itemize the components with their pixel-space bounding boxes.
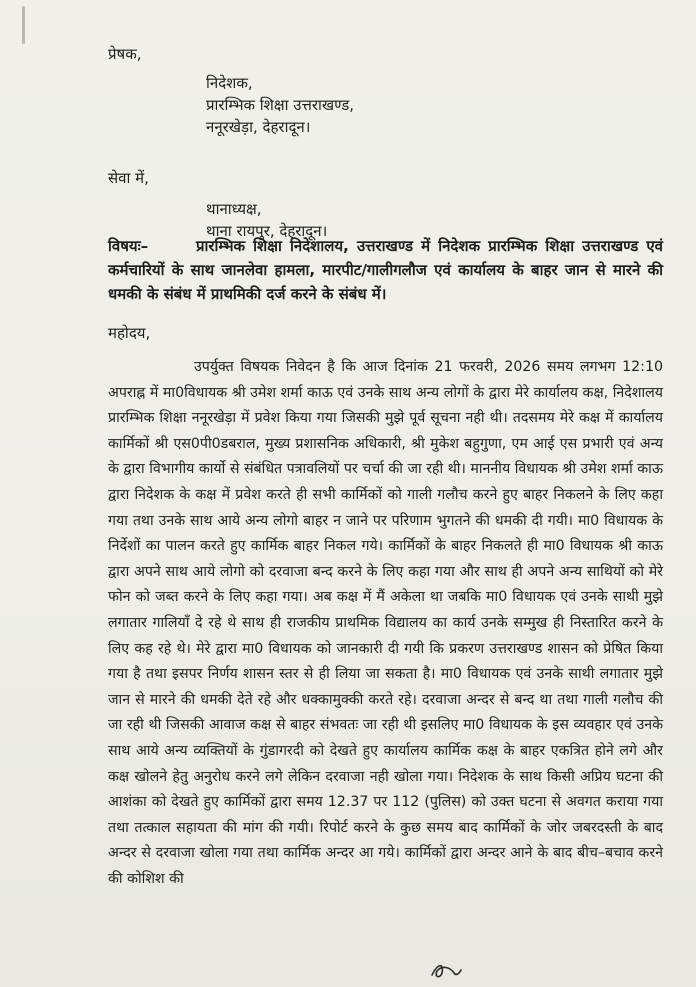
signature-mark (428, 955, 468, 983)
sender-line: ननूरखेड़ा, देहरादून। (206, 118, 311, 136)
subject-block (108, 234, 663, 306)
sender-label: प्रेषक, (108, 45, 142, 63)
sender-line: निदेशक, (206, 74, 253, 92)
punch-hole-mark (22, 6, 25, 44)
salutation: महोदय, (108, 324, 151, 342)
subject-label: विषयः– (108, 237, 149, 255)
recipient-line: थाना रायपुर, देहरादून। (206, 222, 328, 240)
sender-line: प्रारम्भिक शिक्षा उत्तराखण्ड, (206, 96, 355, 114)
recipient-line: थानाध्यक्ष, (206, 200, 262, 218)
letter-body: उपर्युक्त विषयक निवेदन है कि आज दिनांक 21 फरवरी, 2026 समय लगभग 12:10 अपराह्न में मा0विधायक श्री उमेश शर्मा काऊ एवं उनके साथ अन्य लोगों के द्वारा मेरे कार्यालय कक्ष, निदेशालय प्रारम्भिक शिक्षा ननूरखेड़ा में प्रवेश किया गया जिसकी मुझे पूर्व सूचना नही थी। तदसमय मेरे कक्ष में कार्यालय कार्मिकों श्री एस0पी0डबराल, मुख्य प्रशासनिक अधिकारी, श्री मुकेश बहुगुणा, एम आई एस प्रभारी एवं अन्य के द्वारा विभागीय कार्यो से संबंधित पत्रावलियों पर चर्चा की जा रही थी। माननीय विधायक श्री उमेश शर्मा काऊ द्वारा निदेशक के कक्ष में प्रवेश करते ही सभी कार्मिकों को गाली गलौच करने हुए बाहर निकलने के लिए कहा गया तथा उनके साथ आये अन्य लोगो बाहर न जाने पर परिणाम भुगतने की धमकी दी गयी। मा0 विधायक के निर्देशों का पालन करते हुए कार्मिक बाहर निकल गये। कार्मिकों के बाहर निकलते ही मा0 विधायक श्री काऊ द्वारा अपने साथ आये लोगो को दरवाजा बन्द करने के लिए कहा गया और साथ ही अपने अन्य साथियों को मेरे फोन को जब्त करने के लिए कहा गया। अब कक्ष में मैं अकेला था जबकि मा0 विधायक एवं उनके साथी मुझे लगातार गालियाँ दे रहे थे साथ ही राजकीय प्राथमिक विद्यालय का कार्य उनके सम्मुख ही निस्तारित करने के लिए कह रहे थे। मेरे द्वारा मा0 विधायक को जानकारी दी गयी कि प्रकरण उत्तराखण्ड शासन को प्रेषित किया गया है तथा इसपर निर्णय शासन स्तर से ही लिया जा सकता है। मा0 विधायक एवं उनके साथी लगातार मुझे जान से मारने की धमकी देते रहे और धक्कामुक्की करते रहे। दरवाजा अन्दर से बन्द था तथा गाली गलौच की जा रही थी जिसकी आवाज कक्ष से बाहर संभवतः जा रही थी इसलिए मा0 विधायक के इस व्यवहार एवं उनके साथ आये अन्य व्यक्तियों के गुंडागरदी को देखते हुए कार्यालय कार्मिक कक्ष के बाहर एकत्रित होने लगे और कक्ष खोलने हेतु अनुरोध करने लगे लेकिन दरवाजा नही खोला गया। निदेशक के साथ किसी अप्रिय घटना की आशंका को देखते हुए कार्मिकों द्वारा समय 12.37 पर 112 (पुलिस) को उक्त घटना से अवगत कराया गया तथा तत्काल सहायता की मांग की गयी। रिपोर्ट करने के कुछ समय बाद कार्मिकों के जोर जबरदस्ती के बाद अन्दर से दरवाजा खोला गया तथा कार्मिक अन्दर आ गये। कार्मिकों द्वारा अन्दर आने के बाद बीच–बचाव करने की कोशिश की (108, 359, 663, 887)
subject-text: प्रारम्भिक शिक्षा निदेशालय, उत्तराखण्ड में निदेशक प्रारम्भिक शिक्षा उत्तराखण्ड एवं कर्मचारियों के साथ जानलेवा हामला, मारपीट/गालीगलौज एवं कार्यालय के बाहर जान से मारने की धमकी के संबंध में प्राथमिकी दर्ज करने के संबंध में। (108, 237, 663, 303)
recipient-label: सेवा में, (108, 169, 149, 187)
